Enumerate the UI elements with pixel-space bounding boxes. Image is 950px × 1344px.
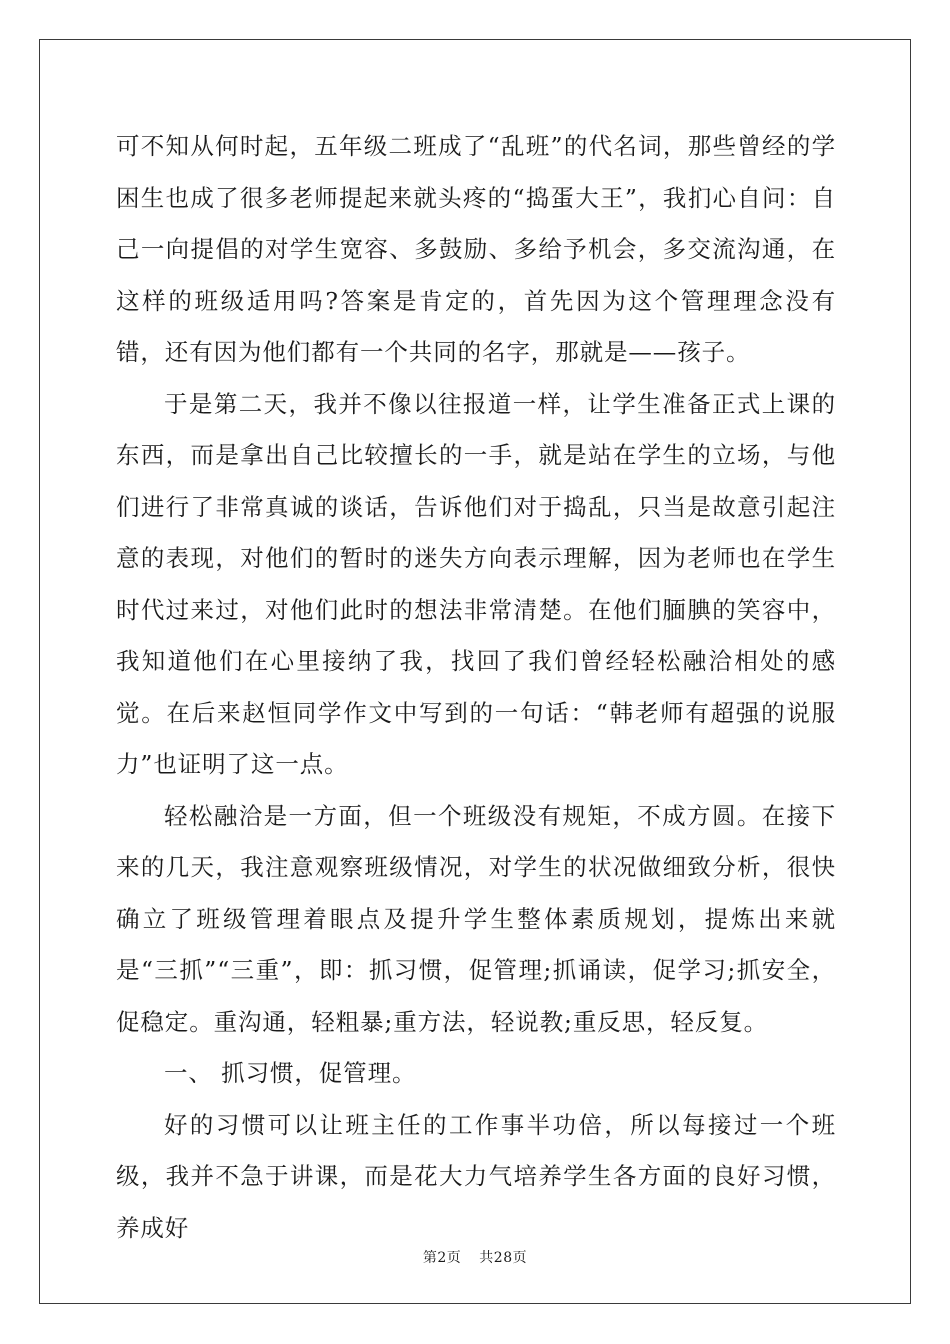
paragraph-1: 可不知从何时起，五年级二班成了“乱班”的代名词，那些曾经的学困生也成了很多老师提起来就头疼的“捣蛋大王”，我扪心自问：自己一向提倡的对学生宽容、多鼓励、多给予机会，多交流沟通，在这样的班级适用吗?答案是肯定的，首先因为这个管理理念没有错，还有因为他们都有一个共同的名字，那就是——孩子。 <box>116 132 836 366</box>
paragraph-2: 于是第二天，我并不像以往报道一样，让学生准备正式上课的东西，而是拿出自己比较擅长的一手，就是站在学生的立场，与他们进行了非常真诚的谈话，告诉他们对于捣乱，只当是故意引起注意的表现，对他们的暂时的迷失方向表示理解，因为老师也在学生时代过来过，对他们此时的想法非常清楚。在他们腼腆的笑容中，我知道他们在心里接纳了我，找回了我们曾经轻松融洽相处的感觉。在后来赵恒同学作文中写到的一句话：“韩老师有超强的说服力”也证明了这一点。 <box>116 389 836 778</box>
paragraph-4: 好的习惯可以让班主任的工作事半功倍，所以每接过一个班级，我并不急于讲课，而是花大力气培养学生各方面的良好习惯，养成好 <box>116 1110 836 1242</box>
paragraph-3: 轻松融洽是一方面，但一个班级没有规矩，不成方圆。在接下来的几天，我注意观察班级情况，对学生的状况做细致分析，很快确立了班级管理着眼点及提升学生整体素质规划，提炼出来就是“三抓”“三重”，即：抓习惯，促管理;抓诵读，促学习;抓安全，促稳定。重沟通，轻粗暴;重方法，轻说教;重反思，轻反复。 <box>116 801 836 1036</box>
section-heading-1: 一、 抓习惯，促管理。 <box>164 1059 417 1087</box>
page-total: 共28页 <box>479 1250 528 1266</box>
page-number: 第2页 <box>422 1250 462 1266</box>
document-body <box>116 121 836 1254</box>
page-footer <box>0 1247 950 1267</box>
